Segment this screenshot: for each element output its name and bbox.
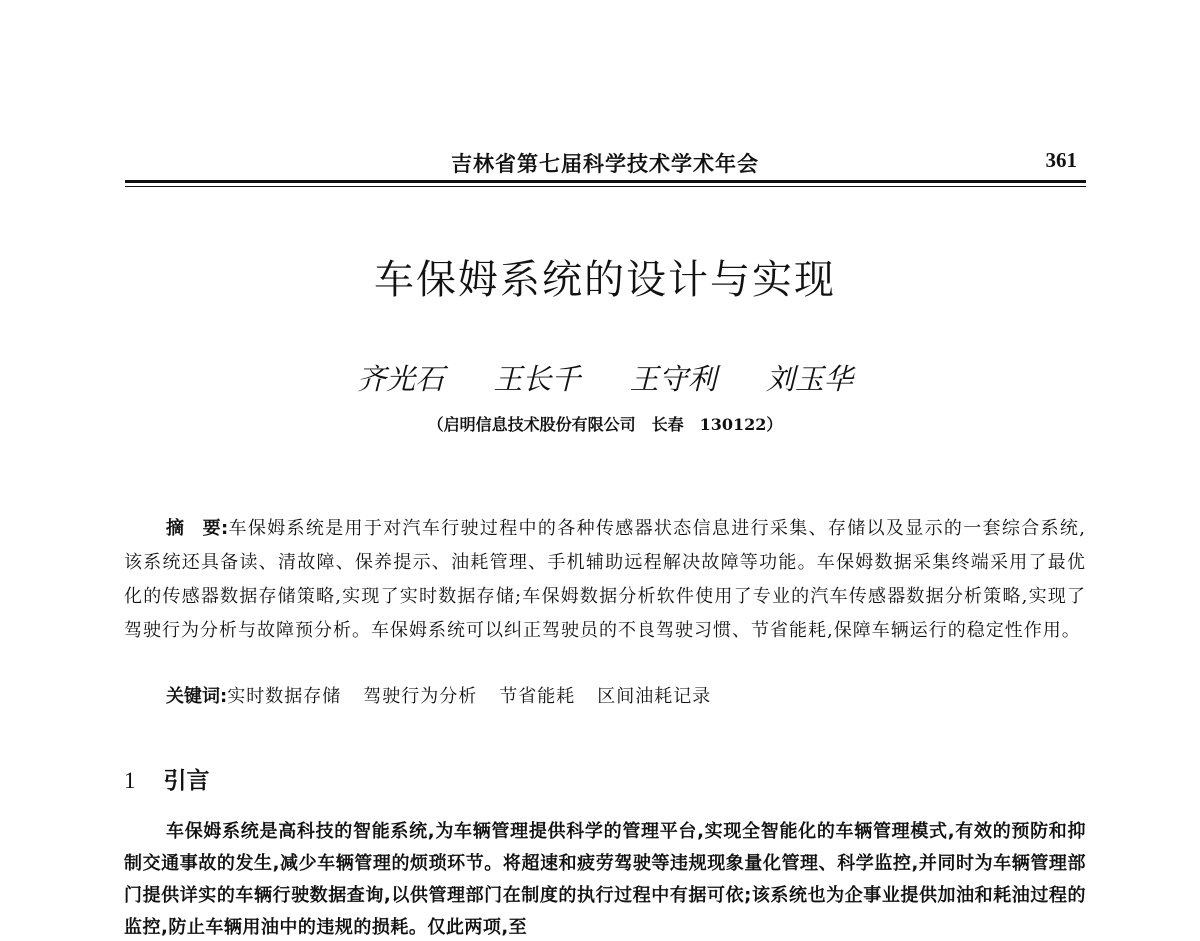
section-paragraph: 车保姆系统是高科技的智能系统,为车辆管理提供科学的管理平台,实现全智能化的车辆管理模式,有效的预防和抑制交通事故的发生,减少车辆管理的烦琐环节。将超速和疲劳驾驶等违规现象量化管理、科学监控,并同时为车辆管理部门提供详实的车辆行驶数据查询,以供管理部门在制度的执行过程中有据可依;该系统也为企事业提供加油和耗油过程的监控,防止车辆用油中的违规的损耗。仅此两项,至 bbox=[124, 821, 1086, 938]
section-title: 引言 bbox=[163, 768, 210, 794]
abstract bbox=[124, 512, 1086, 648]
author-name: 王长千 bbox=[493, 362, 581, 396]
keyword: 区间油耗记录 bbox=[597, 686, 712, 707]
section-number: 1 bbox=[124, 768, 136, 793]
running-header bbox=[125, 148, 1085, 180]
author-name: 齐光石 bbox=[357, 362, 445, 396]
paper-title: 车保姆系统的设计与实现 bbox=[374, 257, 836, 303]
abstract-label: 摘 要: bbox=[166, 518, 229, 539]
author-name: 王守利 bbox=[629, 362, 717, 396]
abstract-text: 车保姆系统是用于对汽车行驶过程中的各种传感器状态信息进行采集、存储以及显示的一套综合系统,该系统还具备读、清故障、保养提示、油耗管理、手机辅助远程解决故障等功能。车保姆数据采集终端采用了最优化的传感器数据存储策略,实现了实时数据存储;车保姆数据分析软件使用了专业的汽车传感器数据分析策略,实现了驾驶行为分析与故障预分析。车保姆系统可以纠正驾驶员的不良驾驶习惯、节省能耗,保障车辆运行的稳定性作用。 bbox=[124, 518, 1086, 641]
page-number: 361 bbox=[1045, 148, 1077, 172]
keyword: 驾驶行为分析 bbox=[363, 686, 478, 707]
running-title: 吉林省第七届科学技术学术年会 bbox=[451, 151, 759, 176]
keywords bbox=[124, 680, 1086, 714]
header-rule-thick bbox=[125, 180, 1086, 183]
header-rule-thin bbox=[125, 186, 1086, 187]
author-name: 刘玉华 bbox=[765, 362, 853, 396]
keyword: 实时数据存储 bbox=[227, 686, 342, 707]
author-list bbox=[125, 357, 1085, 398]
affiliation: （启明信息技术股份有限公司 长春 130122） bbox=[427, 415, 783, 434]
section-heading bbox=[124, 762, 210, 795]
keywords-label: 关键词: bbox=[166, 686, 228, 707]
keyword: 节省能耗 bbox=[499, 686, 576, 707]
